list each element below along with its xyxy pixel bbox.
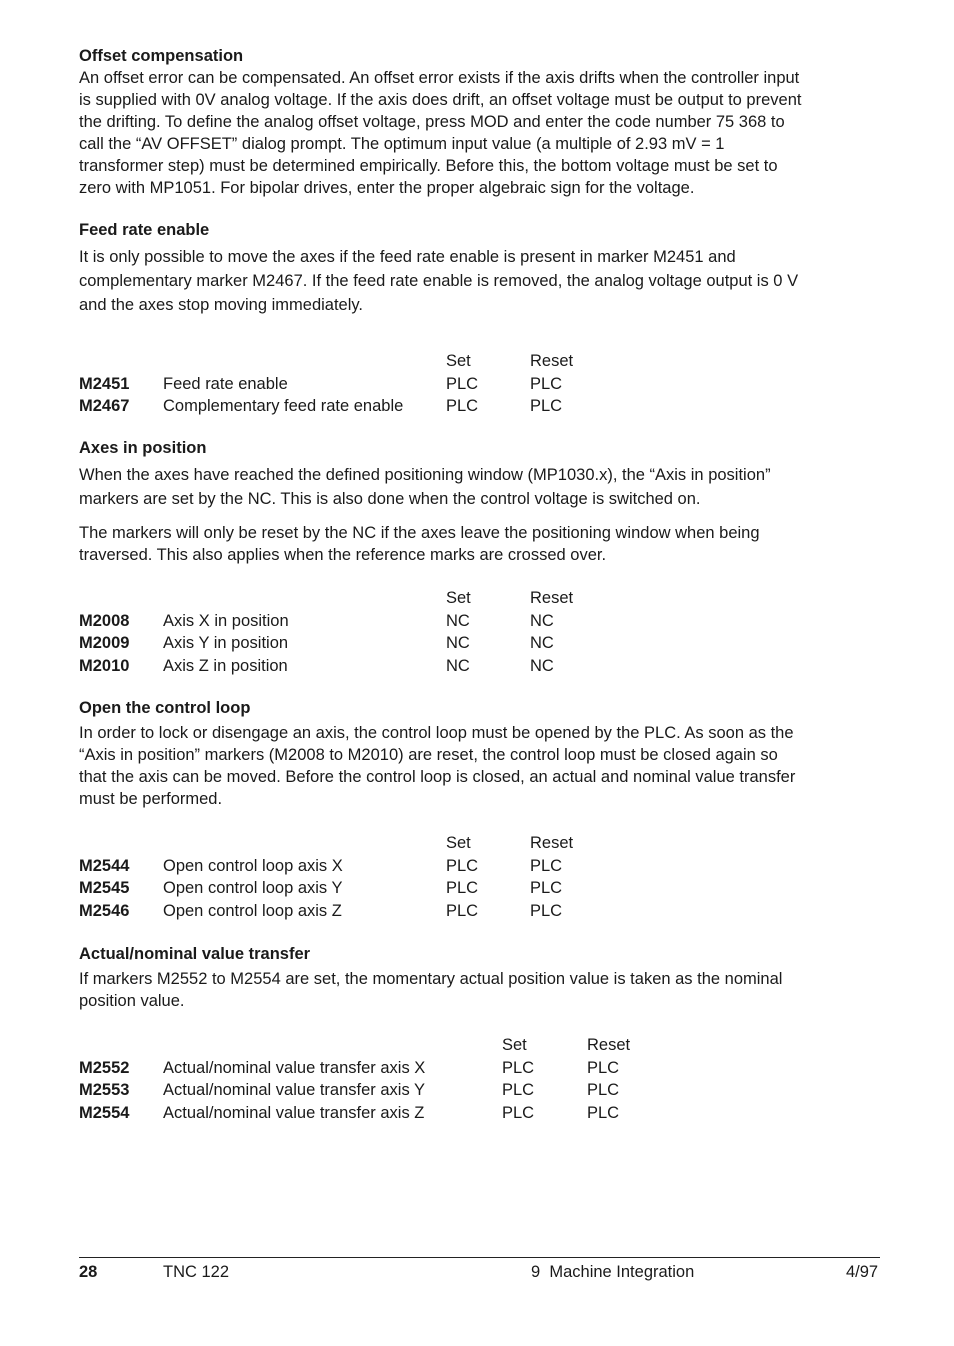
text-line: must be performed. (79, 790, 223, 808)
column-header-reset: Reset (530, 834, 574, 852)
text-line: position value. (79, 992, 185, 1010)
text-line: The markers will only be reset by the NC if the axes leave the positioning window when being (79, 524, 760, 542)
marker-code: M2009 (79, 634, 130, 652)
marker-code: M2544 (79, 856, 130, 875)
footer-page-number: 28 (79, 1263, 98, 1281)
heading-axes-in-position: Axes in position (79, 439, 207, 457)
marker-reset: NC (530, 634, 554, 652)
marker-description: Axis Z in position (163, 656, 288, 675)
text-line: markers are set by the NC. This is also done when the control voltage is switched on. (79, 490, 701, 508)
marker-description: Complementary feed rate enable (163, 397, 404, 415)
column-header-set: Set (502, 1036, 527, 1054)
marker-reset: PLC (530, 879, 563, 897)
heading-open-control-loop: Open the control loop (79, 699, 251, 717)
marker-code: M2451 (79, 374, 130, 393)
marker-code: M2553 (79, 1081, 130, 1099)
paragraph-value-transfer (79, 968, 879, 1012)
marker-set: NC (446, 611, 470, 630)
marker-code: M2546 (79, 901, 130, 920)
heading-value-transfer: Actual/nominal value transfer (79, 945, 311, 963)
paragraph-feed-rate-enable (79, 245, 879, 317)
marker-reset: PLC (587, 1081, 620, 1099)
table-header-row (79, 587, 879, 610)
text-line: zero with MP1051. For bipolar drives, enter the proper algebraic sign for the voltage. (79, 179, 695, 197)
footer-chapter: 9 Machine Integration (531, 1263, 695, 1281)
text-line: It is only possible to move the axes if the feed rate enable is present in marker M2451 and (79, 248, 736, 266)
marker-table-value-transfer (79, 1034, 879, 1124)
marker-reset: PLC (530, 901, 563, 920)
marker-reset: PLC (530, 856, 563, 875)
footer-date: 4/97 (846, 1263, 879, 1281)
text-line: complementary marker M2467. If the feed rate enable is removed, the analog voltage output is 0 V (79, 272, 799, 290)
text-line: If markers M2552 to M2554 are set, the momentary actual position value is taken as the nominal (79, 970, 783, 988)
marker-code: M2554 (79, 1103, 130, 1122)
text-line: traversed. This also applies when the reference marks are crossed over. (79, 546, 607, 564)
column-header-reset: Reset (530, 589, 574, 607)
marker-table-feed (79, 350, 879, 418)
column-header-reset: Reset (530, 352, 574, 370)
table-row (79, 373, 879, 396)
marker-set: NC (446, 634, 470, 652)
text-line: In order to lock or disengage an axis, the control loop must be opened by the PLC. As soon as the (79, 724, 794, 742)
marker-set: NC (446, 656, 470, 675)
table-header-row (79, 832, 879, 855)
marker-description: Open control loop axis X (163, 856, 343, 875)
marker-reset: PLC (530, 397, 563, 415)
paragraph-open-control-loop (79, 722, 879, 810)
text-line: is supplied with 0V analog voltage. If the axis does drift, an offset voltage must be output to prevent (79, 91, 802, 109)
paragraph-offset-compensation (79, 67, 879, 199)
marker-description: Feed rate enable (163, 374, 288, 393)
marker-set: PLC (446, 901, 479, 920)
heading-offset-compensation: Offset compensation (79, 47, 244, 65)
marker-set: PLC (446, 856, 479, 875)
marker-code: M2010 (79, 656, 130, 675)
table-header-row (79, 350, 879, 373)
marker-set: PLC (502, 1081, 535, 1099)
text-line: and the axes stop moving immediately. (79, 296, 364, 314)
column-header-set: Set (446, 589, 471, 607)
marker-description: Axis Y in position (163, 634, 289, 652)
marker-description: Open control loop axis Y (163, 879, 343, 897)
marker-description: Actual/nominal value transfer axis Y (163, 1081, 425, 1099)
marker-set: PLC (446, 397, 479, 415)
marker-description: Actual/nominal value transfer axis Z (163, 1103, 425, 1122)
marker-description: Actual/nominal value transfer axis X (163, 1058, 426, 1077)
text-line: “Axis in position” markers (M2008 to M2010) are reset, the control loop must be closed again so (79, 746, 778, 764)
table-row (79, 610, 879, 633)
text-line: the drifting. To define the analog offset voltage, press MOD and enter the code number 75 368 to (79, 113, 785, 131)
table-row (79, 655, 879, 678)
table-row (79, 1057, 879, 1080)
marker-table-axes (79, 587, 879, 677)
marker-table-control-loop (79, 832, 879, 922)
marker-description: Axis X in position (163, 611, 289, 630)
column-header-reset: Reset (587, 1036, 631, 1054)
text-line: call the “AV OFFSET” dialog prompt. The optimum input value (a multiple of 2.93 mV = 1 (79, 135, 725, 153)
marker-set: PLC (446, 374, 479, 393)
table-row (79, 1102, 879, 1125)
heading-feed-rate-enable: Feed rate enable (79, 221, 210, 239)
column-header-set: Set (446, 834, 471, 852)
marker-reset: NC (530, 611, 554, 630)
table-row (79, 900, 879, 923)
marker-reset: PLC (530, 374, 563, 393)
table-row (79, 1079, 879, 1102)
marker-code: M2545 (79, 879, 130, 897)
marker-code: M2467 (79, 397, 130, 415)
table-row (79, 395, 879, 418)
text-line: transformer step) must be determined empirically. Before this, the bottom voltage must be set to (79, 157, 778, 175)
column-header-set: Set (446, 352, 471, 370)
table-row (79, 877, 879, 900)
table-header-row (79, 1034, 879, 1057)
marker-set: PLC (502, 1058, 535, 1077)
footer-divider (79, 1257, 880, 1258)
marker-set: PLC (446, 879, 479, 897)
text-line: When the axes have reached the defined positioning window (MP1030.x), the “Axis in position” (79, 466, 771, 484)
marker-description: Open control loop axis Z (163, 901, 342, 920)
marker-reset: NC (530, 656, 554, 675)
paragraph-axes-reset (79, 522, 879, 566)
footer-product: TNC 122 (163, 1263, 230, 1281)
marker-reset: PLC (587, 1103, 620, 1122)
text-line: An offset error can be compensated. An offset error exists if the axis drifts when the controller input (79, 69, 800, 87)
marker-set: PLC (502, 1103, 535, 1122)
marker-reset: PLC (587, 1058, 620, 1077)
table-row (79, 855, 879, 878)
marker-code: M2552 (79, 1058, 130, 1077)
table-row (79, 632, 879, 655)
paragraph-axes-in-position (79, 463, 879, 511)
marker-code: M2008 (79, 611, 130, 630)
text-line: that the axis can be moved. Before the control loop is closed, an actual and nominal value transfer (79, 768, 796, 786)
